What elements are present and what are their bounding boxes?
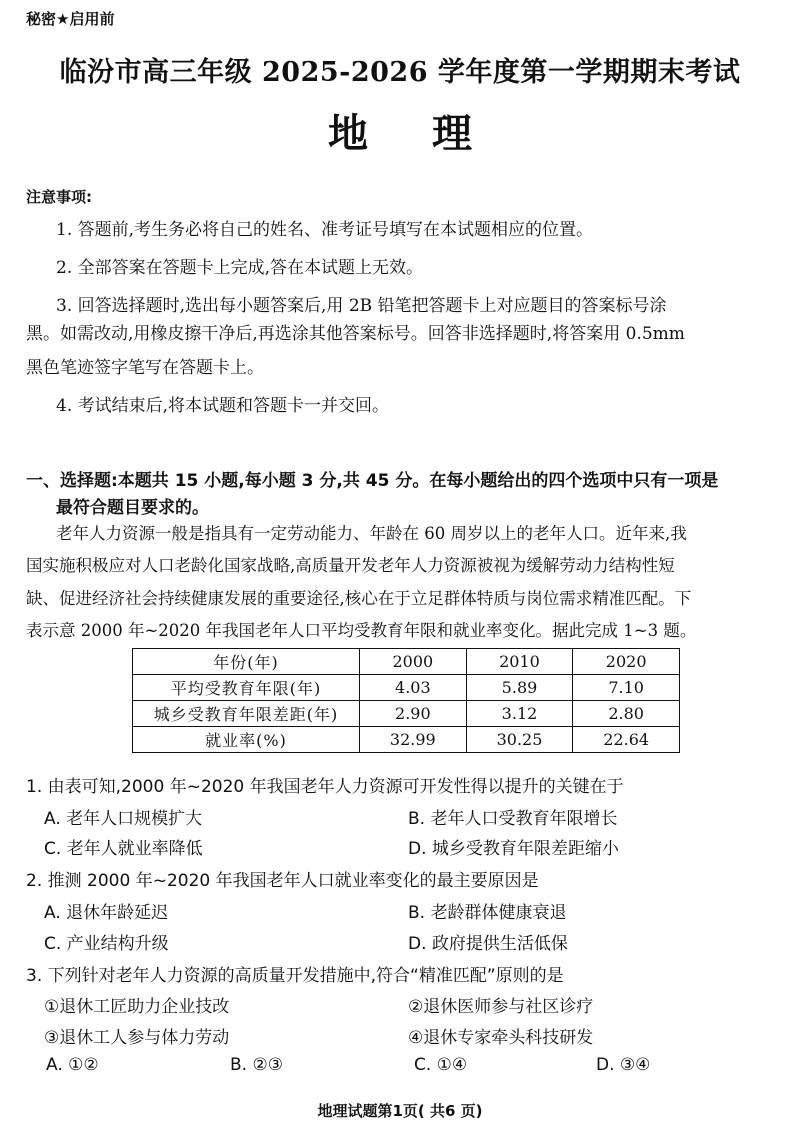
question-1-option-c[interactable]: C. 老年人就业率降低 [44, 839, 203, 859]
question-3-option-a[interactable]: A. ①② [46, 1055, 99, 1075]
question-3-statement-1: ①退休工匠助力企业技改 [44, 997, 230, 1017]
question-3-option-c[interactable]: C. ①④ [414, 1055, 468, 1075]
question-3-statement-2: ②退休医师参与社区诊疗 [408, 997, 594, 1017]
table-cell: 2.90 [360, 701, 467, 727]
notice-item-3-end: 黑色笔迹签字笔写在答题卡上。 [26, 358, 264, 378]
table-cell: 3.12 [466, 701, 573, 727]
exam-title: 临汾市高三年级 2025-2026 学年度第一学期期末考试 [59, 57, 741, 88]
table-cell: 4.03 [360, 675, 467, 701]
question-2-option-b[interactable]: B. 老龄群体健康衰退 [408, 903, 567, 923]
question-3-statement-3: ③退休工人参与体力劳动 [44, 1028, 230, 1048]
passage-line-3: 缺、促进经济社会持续健康发展的重要途径,核心在于立足群体特质与岗位需求精准匹配。下 [26, 589, 692, 608]
notice-item-3: 3. 回答选择题时,选出每小题答案后,用 2B 铅笔把答题卡上对应题目的答案标号涂 [56, 296, 667, 316]
question-1-option-b[interactable]: B. 老年人口受教育年限增长 [408, 809, 618, 829]
question-1-option-d[interactable]: D. 城乡受教育年限差距缩小 [408, 839, 619, 859]
question-2-option-d[interactable]: D. 政府提供生活低保 [408, 934, 568, 954]
question-3-statement-4: ④退休专家牵头科技研发 [408, 1028, 594, 1048]
table-row [133, 649, 680, 675]
subject-title: 地理 [328, 110, 536, 157]
question-3-option-b[interactable]: B. ②③ [230, 1055, 283, 1075]
table-cell: 2010 [466, 649, 573, 675]
table-cell: 22.64 [573, 727, 680, 753]
confidential-label: 秘密★启用前 [26, 10, 115, 28]
question-3-option-d[interactable]: D. ③④ [596, 1055, 651, 1075]
question-3-stem: 3. 下列针对老年人力资源的高质量开发措施中,符合“精准匹配”原则的是 [26, 966, 564, 986]
passage-line-4: 表示意 2000 年~2020 年我国老年人口平均受教育年限和就业率变化。据此完成 1~3 题。 [26, 621, 697, 640]
section-heading-cont: 最符合题目要求的。 [56, 498, 209, 518]
table-cell: 5.89 [466, 675, 573, 701]
notice-item-2: 2. 全部答案在答题卡上完成,答在本试题上无效。 [56, 258, 424, 278]
table-row [133, 727, 680, 753]
table-cell: 7.10 [573, 675, 680, 701]
table-cell: 2000 [360, 649, 467, 675]
table-cell: 2020 [573, 649, 680, 675]
question-2-option-c[interactable]: C. 产业结构升级 [44, 934, 169, 954]
passage-line-2: 国实施积极应对人口老龄化国家战略,高质量开发老年人力资源被视为缓解劳动力结构性短 [26, 556, 675, 575]
education-employment-table [132, 648, 680, 753]
question-1-stem: 1. 由表可知,2000 年~2020 年我国老年人力资源可开发性得以提升的关键在于 [26, 777, 624, 797]
question-2-option-a[interactable]: A. 退休年龄延迟 [44, 903, 169, 923]
table-cell: 就业率(%) [133, 727, 360, 753]
table-cell: 平均受教育年限(年) [133, 675, 360, 701]
page-footer: 地理试题第1页( 共6 页) [317, 1102, 483, 1120]
notice-item-4: 4. 考试结束后,将本试题和答题卡一并交回。 [56, 396, 390, 416]
table-cell: 30.25 [466, 727, 573, 753]
notice-heading: 注意事项: [26, 188, 92, 206]
passage-line-1: 老年人力资源一般是指具有一定劳动能力、年龄在 60 周岁以上的老年人口。近年来,我 [56, 524, 687, 543]
table-cell: 年份(年) [133, 649, 360, 675]
table-cell: 2.80 [573, 701, 680, 727]
question-1-option-a[interactable]: A. 老年人口规模扩大 [44, 809, 203, 829]
table-cell: 32.99 [360, 727, 467, 753]
section-heading: 一、选择题:本题共 15 小题,每小题 3 分,共 45 分。在每小题给出的四个选项中只有一项是 [26, 471, 719, 491]
question-2-stem: 2. 推测 2000 年~2020 年我国老年人口就业率变化的最主要原因是 [26, 871, 539, 891]
notice-item-1: 1. 答题前,考生务必将自己的姓名、准考证号填写在本试题相应的位置。 [56, 220, 594, 240]
notice-item-3-cont: 黑。如需改动,用橡皮擦干净后,再选涂其他答案标号。回答非选择题时,将答案用 0.5mm [26, 324, 685, 344]
table-row [133, 701, 680, 727]
table-row [133, 675, 680, 701]
table-cell: 城乡受教育年限差距(年) [133, 701, 360, 727]
